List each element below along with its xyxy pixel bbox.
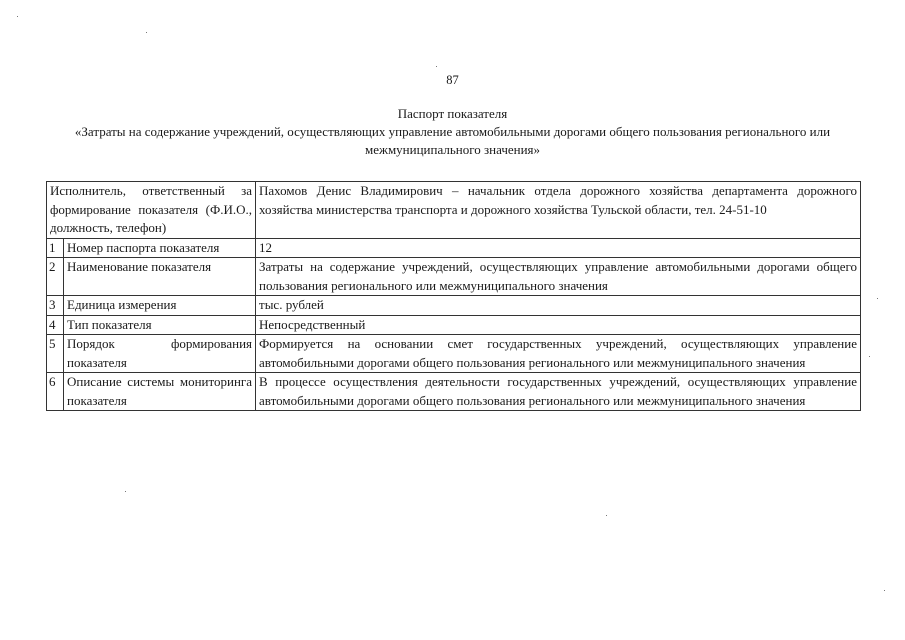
scan-speck: [869, 356, 870, 357]
row-value: В процессе осуществления деятельности государственных учреждений, осуществляющих управление автомобильными дорогами общего пользования регионального или межмуниципального значения: [256, 373, 861, 411]
executor-value: Пахомов Денис Владимирович – начальник отдела дорожного хозяйства департамента дорожного хозяйства министерства транспорта и дорожного хозяйства Тульской области, тел. 24-51-10: [256, 182, 861, 239]
scan-speck: [884, 590, 885, 591]
scan-speck: [17, 16, 18, 17]
table-row-executor: [47, 182, 861, 239]
page-number: 87: [446, 73, 459, 87]
table-row: [47, 315, 861, 335]
row-label: Тип показателя: [64, 315, 256, 335]
row-value: Затраты на содержание учреждений, осуществляющих управление автомобильными дорогами общего пользования регионального или межмуниципального значения: [256, 258, 861, 296]
row-value: 12: [256, 238, 861, 258]
row-number: 1: [47, 238, 64, 258]
table-row: [47, 335, 861, 373]
row-label: Порядок формирования показателя: [64, 335, 256, 373]
row-number: 5: [47, 335, 64, 373]
row-label: Наименование показателя: [64, 258, 256, 296]
table-row: [47, 238, 861, 258]
row-number: 2: [47, 258, 64, 296]
row-value: Формируется на основании смет государственных учреждений, осуществляющих управление автомобильными дорогами общего пользования регионального или межмуниципального значения: [256, 335, 861, 373]
row-number: 6: [47, 373, 64, 411]
table-row: [47, 296, 861, 316]
scan-speck: [146, 32, 147, 33]
table-row: [47, 258, 861, 296]
indicator-passport-table: [46, 181, 861, 411]
row-value: Непосредственный: [256, 315, 861, 335]
row-number: 4: [47, 315, 64, 335]
executor-label: Исполнитель, ответственный за формирование показателя (Ф.И.О., должность, телефон): [47, 182, 256, 239]
row-label: Описание системы мониторинга показателя: [64, 373, 256, 411]
document-header: [60, 105, 845, 159]
document-title: Паспорт показателя: [397, 106, 508, 121]
row-number: 3: [47, 296, 64, 316]
scan-speck: [606, 515, 607, 516]
row-value: тыс. рублей: [256, 296, 861, 316]
scan-speck: [125, 491, 126, 492]
scan-speck: [436, 66, 437, 67]
scan-speck: [877, 298, 878, 299]
row-label: Номер паспорта показателя: [64, 238, 256, 258]
row-label: Единица измерения: [64, 296, 256, 316]
table-row: [47, 373, 861, 411]
document-subtitle: «Затраты на содержание учреждений, осуществляющих управление автомобильными дорогами общего пользования регионального или межмуниципального значения»: [74, 124, 831, 157]
